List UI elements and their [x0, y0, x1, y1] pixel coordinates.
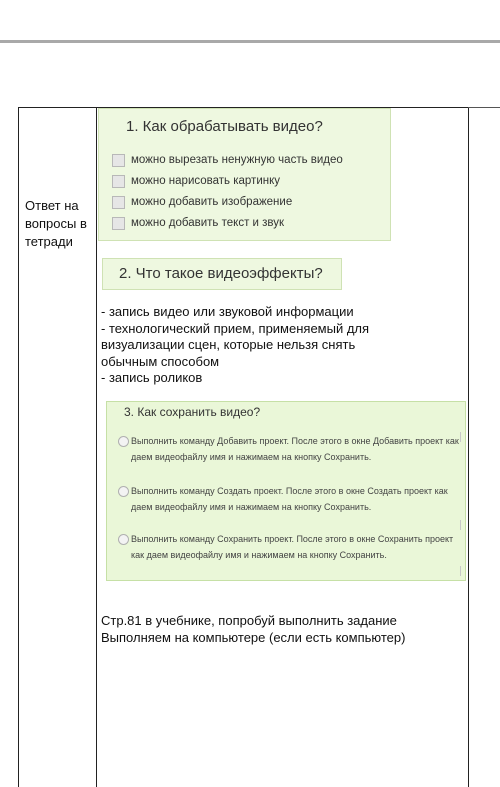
scrollbar-mark — [460, 566, 461, 576]
checkbox[interactable] — [112, 196, 125, 209]
row-label: Ответ на вопросы в тетради — [25, 198, 87, 249]
scrollbar-mark — [460, 520, 461, 530]
checkbox[interactable] — [112, 217, 125, 230]
checkbox[interactable] — [112, 175, 125, 188]
page-top-area — [0, 0, 500, 40]
question-2-title: 2. Что такое видеоэффекты? — [119, 265, 323, 282]
question-2-answers — [101, 304, 391, 387]
question-1-title: 1. Как обрабатывать видео? — [126, 118, 323, 135]
table-column-divider-right — [468, 107, 469, 787]
table-border-top-right — [468, 107, 500, 108]
table-border-left — [18, 107, 19, 787]
radio-label: Выполнить команду Сохранить проект. После этого в окне Сохранить проект как даем видеофайлу имя и нажимаем на кнопку Сохранить. — [131, 534, 454, 560]
option-checkbox-row[interactable] — [112, 215, 284, 231]
answer-line: - технологический прием, применяемый для визуализации сцен, которые нельзя снять обычным способом — [101, 320, 370, 369]
option-label: можно добавить текст и звук — [131, 217, 285, 229]
worksheet-table — [18, 107, 500, 787]
checkbox[interactable] — [112, 154, 125, 167]
top-divider — [0, 40, 500, 43]
footer-line-1: Стр.81 в учебнике, попробуй выполнить задание — [101, 613, 397, 628]
answer-line: - запись роликов — [101, 370, 203, 385]
option-label: можно вырезать ненужную часть видео — [131, 154, 343, 166]
scrollbar-mark — [460, 432, 461, 442]
option-label: можно нарисовать картинку — [131, 175, 281, 187]
question-3-title: 3. Как сохранить видео? — [124, 405, 261, 419]
question-3-card — [106, 401, 466, 581]
question-2-card — [102, 258, 342, 290]
footer-instructions — [101, 613, 461, 646]
footer-line-2: Выполняем на компьютере (если есть компьютер) — [101, 629, 406, 645]
table-column-divider — [96, 107, 97, 787]
option-checkbox-row[interactable] — [112, 152, 343, 168]
answer-line: - запись видео или звуковой информации — [101, 304, 354, 319]
option-checkbox-row[interactable] — [112, 194, 292, 210]
option-label: можно добавить изображение — [131, 196, 293, 208]
radio-button[interactable] — [118, 534, 129, 545]
question-1-card — [98, 108, 391, 241]
radio-button[interactable] — [118, 436, 129, 447]
option-checkbox-row[interactable] — [112, 173, 280, 189]
radio-button[interactable] — [118, 486, 129, 497]
radio-label: Выполнить команду Добавить проект. После этого в окне Добавить проект как даем видеофайлу имя и нажимаем на кнопку Сохранить. — [131, 436, 459, 462]
radio-label: Выполнить команду Создать проект. После этого в окне Создать проект как даем видеофайлу имя и нажимаем на кнопку Сохранить. — [131, 486, 448, 512]
